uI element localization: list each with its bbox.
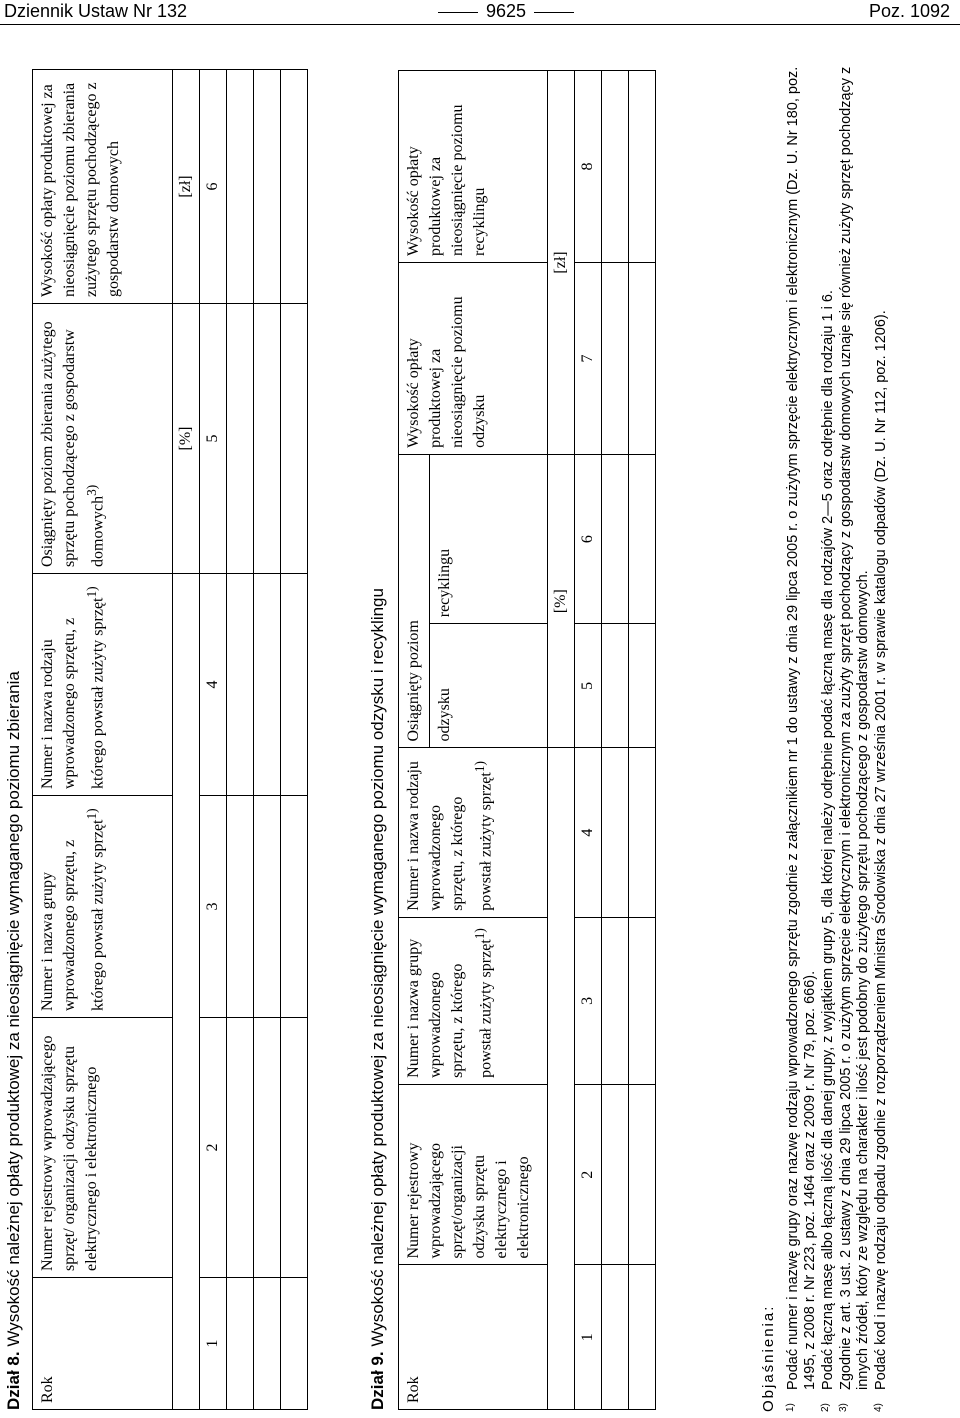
s8-num-6: 6 (200, 70, 227, 304)
s9-num-8: 8 (575, 71, 602, 263)
s9-data-row (629, 71, 656, 1410)
s8-num-2: 2 (200, 1018, 227, 1278)
note-item (838, 42, 872, 1412)
s9-col-year: Rok (399, 1265, 548, 1410)
s9-unit-percent: [%] (548, 454, 575, 748)
section9-header-row (399, 71, 430, 1410)
s9-num-6: 6 (575, 454, 602, 623)
s8-num-5: 5 (200, 304, 227, 574)
s8-col-kind-sup: 1) (84, 586, 99, 598)
s8-col-level-text: Osiągnięty poziom zbierania zużytego sprzętu pochodzącego z gospodarstw domowych (39, 321, 107, 567)
s9-num-7: 7 (575, 262, 602, 454)
header-rule (0, 24, 960, 25)
note-marker: 2) (820, 1403, 831, 1412)
s9-unit-zl: [zł] (548, 71, 575, 455)
s9-col-kind-sup: 1) (472, 761, 487, 773)
s9-col-fee-recovery: Wysokość opłaty produktowej za nieosiągnięcie poziomu odzysku (399, 262, 548, 454)
section8-title-text: Wysokość należnej opłaty produktowej za nieosiągnięcie wymaganego poziomu zbierania (4, 671, 23, 1347)
explanations (760, 42, 891, 1412)
s8-col-group (33, 796, 173, 1018)
s9-col-fee-recycling: Wysokość opłaty produktowej za nieosiągnięcie poziomu recyklingu (399, 71, 548, 263)
note-text: Zgodnie z art. 3 ust. 2 ustawy z dnia 29 lipca 2005 r. o zużytym sprzęcie elektrycznym i elektronicznym za zużyty sprzęt pochodzący z gospodarstw domowych uznaje się również zużyty sprzęt pochodzący z innych źródeł, który ze względu na charakter i ilość jest podobny do zużytego sprzętu pochodzącego z gospodarstw domowych. (838, 66, 871, 1390)
note-text: Podać łączną masę albo łączną ilość dla danej grupy, z wyjątkiem grupy 5, dla której należy odrębnie podać łączną masę dla rodzajów 2—5 oraz odrębnie dla rodzaju 1 i 6. (820, 290, 836, 1390)
section9-unit-row (548, 71, 575, 1410)
s8-num-1: 1 (200, 1278, 227, 1410)
note-marker: 3) (838, 1403, 849, 1412)
s8-col-level (33, 304, 173, 574)
journal-title: Dziennik Ustaw Nr 132 (4, 1, 188, 21)
s9-num-3: 3 (575, 917, 602, 1084)
note-marker: 4) (873, 1403, 884, 1412)
s9-num-1: 1 (575, 1265, 602, 1410)
note-item (820, 42, 837, 1412)
s9-sub-recovery: odzysku (430, 624, 548, 748)
s8-col-kind-text: Numer i nazwa rodzaju wprowadzonego sprzętu, z którego powstał zużyty sprzęt (39, 597, 107, 789)
note-item (785, 42, 819, 1412)
s8-num-4: 4 (200, 574, 227, 796)
note-item (873, 42, 890, 1412)
s9-data-row (602, 71, 629, 1410)
section8-number-row (200, 70, 227, 1410)
s9-col-kind (399, 748, 548, 917)
note-text: Podać numer i nazwę grupy oraz nazwę rodzaju wprowadzonego sprzętu zgodnie z załącznikiem nr 1 do ustawy z dnia 29 lipca 2005 r. o zużytym sprzęcie elektrycznym i elektronicznym (Dz. U. Nr 180, poz. 1495, z 2008 r. Nr 223, poz. 1464 oraz z 2009 r. Nr 79, poz. 666). (785, 66, 818, 1390)
section9-label: Dział 9. (368, 1351, 387, 1410)
s9-col-level: Osiągnięty poziom (399, 454, 430, 748)
section8-label: Dział 8. (4, 1351, 23, 1410)
s9-unit-blank (548, 748, 575, 1410)
section8-title (4, 671, 24, 1410)
s9-col-group-text: Numer i nazwa grupy wprowadzonego sprzętu, z którego powstał zużyty sprzęt (405, 938, 495, 1078)
s8-unit-zl: [zł] (173, 70, 200, 304)
s9-num-5: 5 (575, 624, 602, 748)
s9-col-registry: Numer rejestrowy wprowadzającego sprzęt/organizacji odzysku sprzętu elektrycznego i elektronicznego (399, 1084, 548, 1265)
page-number: 9625 (430, 0, 582, 22)
section8-unit-row (173, 70, 200, 1410)
s8-col-group-text: Numer i nazwa grupy wprowadzonego sprzętu, z którego powstał zużyty sprzęt (39, 819, 107, 1011)
s9-sub-recycling: recyklingu (430, 454, 548, 623)
s8-col-registry: Numer rejestrowy wprowadzającego sprzęt/ organizacji odzysku sprzętu elektrycznego i elektronicznego (33, 1018, 173, 1278)
s8-data-row (254, 70, 281, 1410)
section8-header-row (33, 70, 173, 1410)
s8-col-level-sup: 3) (84, 484, 99, 496)
s9-num-4: 4 (575, 748, 602, 917)
note-marker: 1) (785, 1403, 796, 1412)
section9-title (368, 588, 388, 1410)
s8-data-row (227, 70, 254, 1410)
note-text: Podać kod i nazwę rodzaju odpadu zgodnie z rozporządzeniem Ministra Środowiska z dnia 27 września 2001 r. w sprawie katalogu odpadów (Dz. U. Nr 112, poz. 1206). (873, 310, 889, 1390)
s9-col-group (399, 917, 548, 1084)
rotated-content (0, 28, 960, 1418)
section8-table (32, 69, 308, 1410)
explanations-heading: Objaśnienia: (760, 1304, 777, 1412)
rotated-page-area (0, 28, 960, 1418)
s9-col-kind-text: Numer i nazwa rodzaju wprowadzonego sprzętu, z którego powstał zużyty sprzęt (405, 761, 495, 911)
section9-table (398, 70, 656, 1410)
s8-num-3: 3 (200, 796, 227, 1018)
section9-title-text: Wysokość należnej opłaty produktowej za nieosiągnięcie wymaganego poziomu odzysku i recyklingu (368, 588, 387, 1347)
s8-col-kind (33, 574, 173, 796)
s8-data-row (281, 70, 308, 1410)
section9-number-row (575, 71, 602, 1410)
s8-col-group-sup: 1) (84, 808, 99, 820)
s9-col-group-sup: 1) (472, 928, 487, 940)
page-header (0, 0, 960, 24)
s8-unit-percent: [%] (173, 304, 200, 574)
s9-num-2: 2 (575, 1084, 602, 1265)
s8-unit-blank (173, 574, 200, 1410)
s8-col-fee: Wysokość opłaty produktowej za nieosiągnięcie poziomu zbierania zużytego sprzętu pochodzącego z gospodarstw domowych (33, 70, 173, 304)
position-number: Poz. 1092 (868, 1, 950, 21)
s8-col-year: Rok (33, 1278, 173, 1410)
